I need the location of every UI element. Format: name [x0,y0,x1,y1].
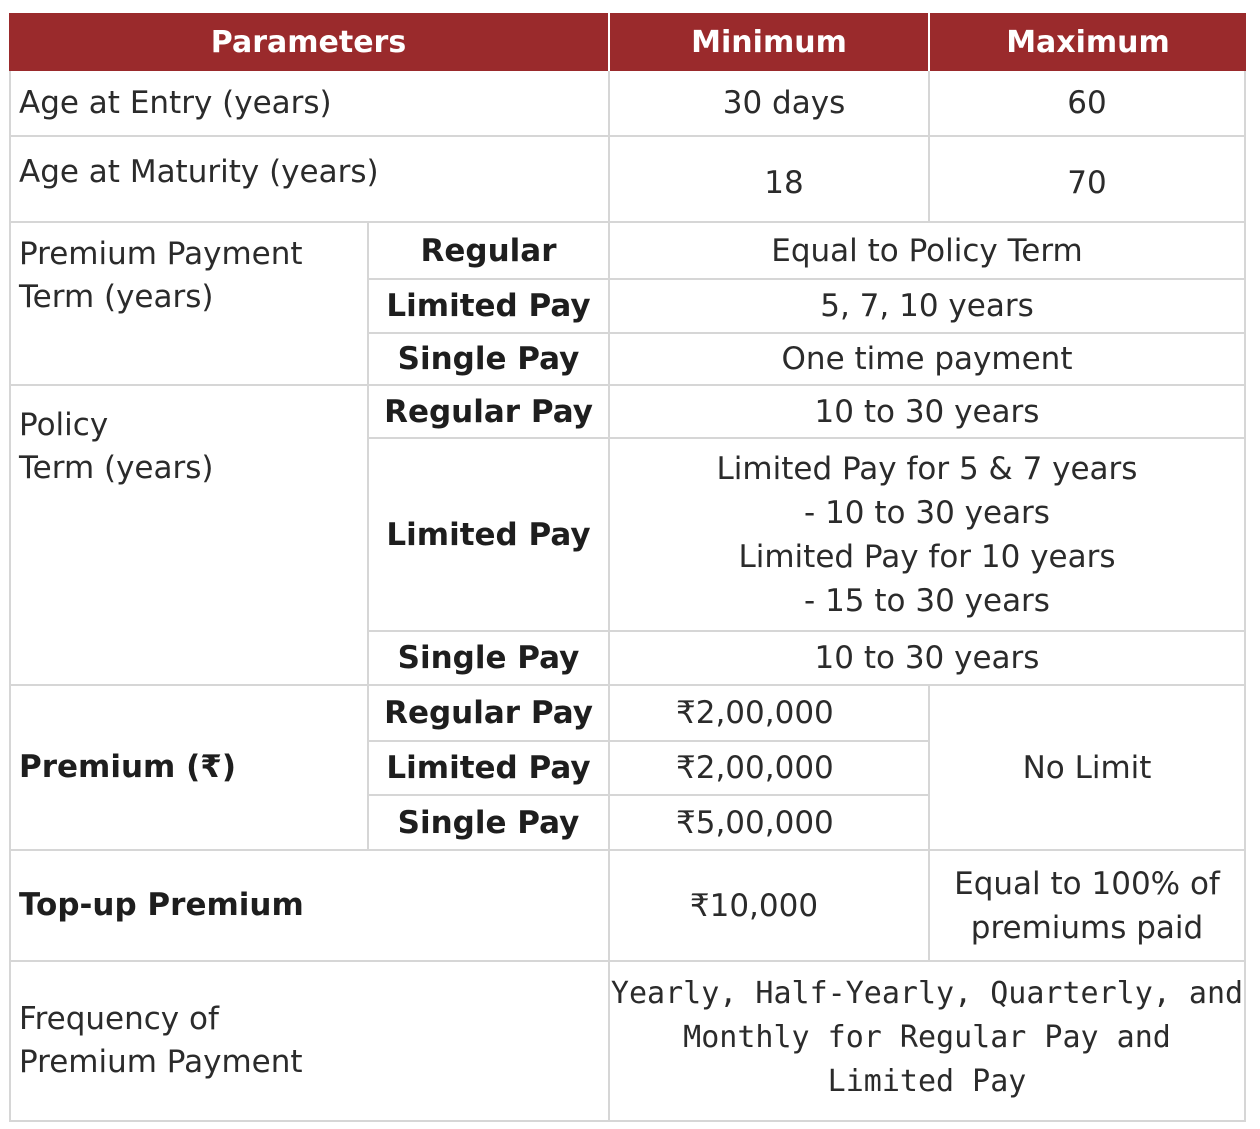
frequency-value-line: Monthly for Regular Pay and [683,1020,1171,1055]
topup-max-line2: premiums paid [970,909,1204,946]
policy-regular-label: Regular Pay [369,386,610,439]
ppt-regular-label: Regular [369,223,610,280]
age-maturity-max: 70 [930,137,1246,223]
topup-label: Top-up Premium [9,851,610,962]
topup-max-line1: Equal to 100% of [954,865,1220,902]
policy-regular-value: 10 to 30 years [610,386,1246,439]
header-minimum: Minimum [610,13,930,71]
ppt-label: Premium Payment Term (years) [9,223,369,386]
policy-single-label: Single Pay [369,632,610,686]
ppt-limited-value: 5, 7, 10 years [610,280,1246,334]
age-maturity-min: 18 [610,137,930,223]
frequency-value [610,962,1246,1122]
premium-single-label: Single Pay [369,796,610,851]
policy-limited-line: Limited Pay for 5 & 7 years [716,450,1138,487]
policy-term-label-line1: Policy [19,407,109,443]
ppt-limited-label: Limited Pay [369,280,610,334]
premium-regular-label: Regular Pay [369,686,610,742]
premium-limited-label: Limited Pay [369,742,610,796]
premium-label: Premium (₹) [9,686,369,851]
policy-limited-line: Limited Pay for 10 years [738,538,1116,575]
policy-limited-line: - 15 to 30 years [804,582,1050,619]
header-parameters: Parameters [9,13,610,71]
policy-term-label-line2: Term (years) [19,450,214,486]
age-maturity-label: Age at Maturity (years) [9,137,610,223]
policy-term-label [9,386,369,686]
policy-limited-line: - 10 to 30 years [804,494,1050,531]
ppt-regular-value: Equal to Policy Term [610,223,1246,280]
age-entry-label: Age at Entry (years) [9,71,610,137]
ppt-single-value: One time payment [610,334,1246,386]
policy-limited-label: Limited Pay [369,439,610,632]
frequency-label-line2: Premium Payment [19,1044,303,1080]
header-maximum: Maximum [930,13,1246,71]
premium-max: No Limit [930,686,1246,851]
ppt-single-label: Single Pay [369,334,610,386]
premium-single-min: ₹5,00,000 [610,796,930,851]
topup-max [930,851,1246,962]
premium-limited-min: ₹2,00,000 [610,742,930,796]
policy-limited-value [610,439,1246,632]
age-entry-max: 60 [930,71,1246,137]
frequency-value-line: Yearly, Half-Yearly, Quarterly, and [610,976,1244,1011]
frequency-label [9,962,610,1122]
frequency-label-line1: Frequency of [19,1001,219,1037]
premium-regular-min: ₹2,00,000 [610,686,930,742]
policy-single-value: 10 to 30 years [610,632,1246,686]
age-entry-min: 30 days [610,71,930,137]
frequency-value-line: Limited Pay [827,1064,1027,1099]
topup-min: ₹10,000 [610,851,930,962]
